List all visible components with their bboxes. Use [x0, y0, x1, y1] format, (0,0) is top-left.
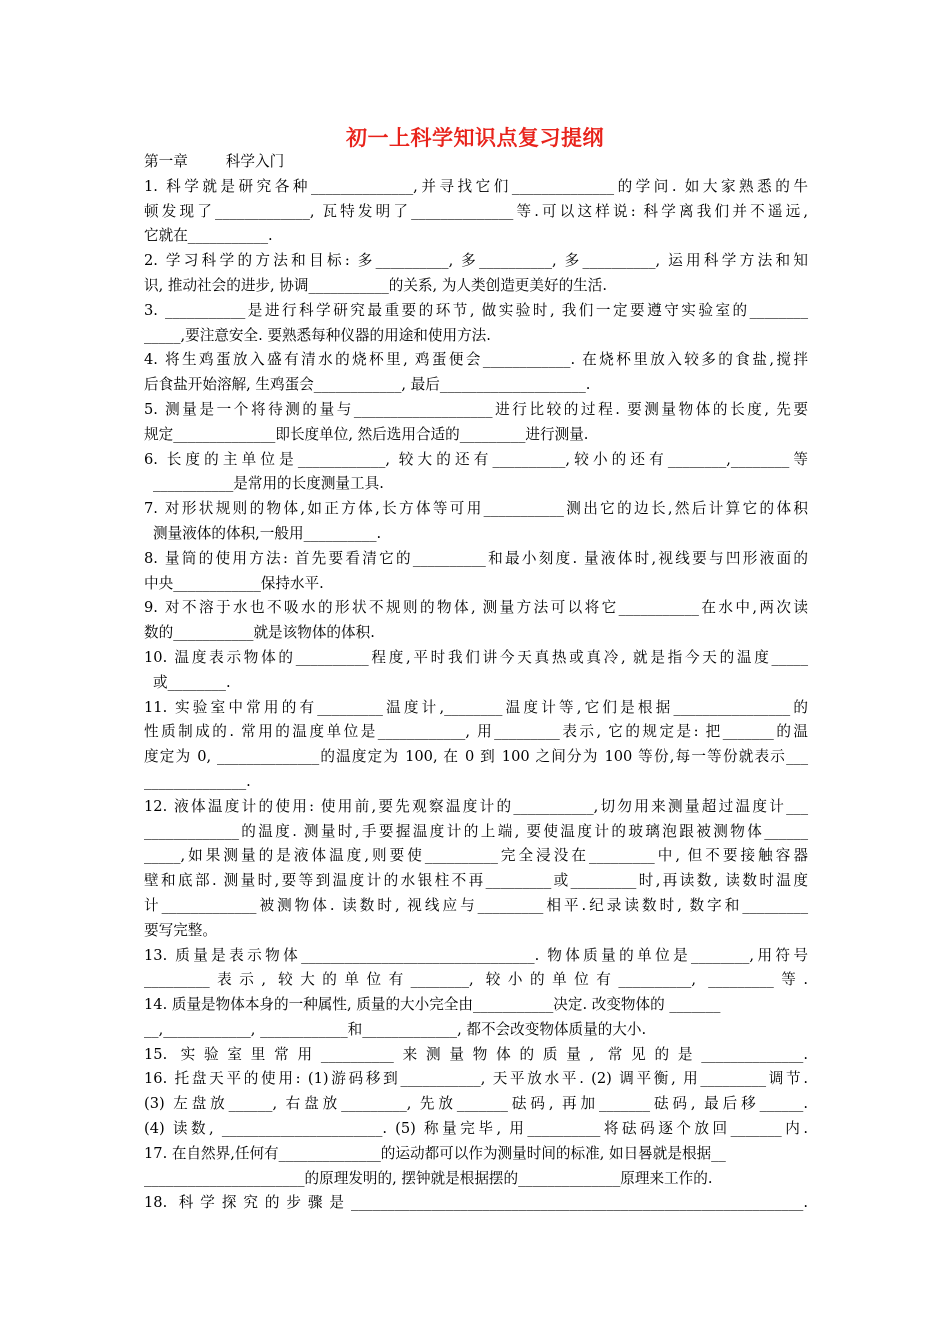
text-line: 识, 推动社会的进步, 协调___________的关系, 为人类创造更美好的生活. — [144, 276, 607, 294]
text-line: 15. 实验室里常用__________来测量物体的质量, 常见的是______________. — [144, 1045, 808, 1063]
text-line: _____________的温度. 测量时,手要握温度计的上端, 要使温度计的玻璃泡跟被测物体______ — [144, 822, 808, 840]
text-line: 1. 科学就是研究各种______________,并寻找它们______________的学问. 如大家熟悉的牛 — [144, 177, 808, 195]
text-line: (4) 读数, ______________________. (5) 称量完毕, 用__________将砝码逐个放回_______内. — [144, 1120, 808, 1138]
text-line: 11. 实验室中常用的有_________温度计,________温度计等,它们是根据________________的 — [144, 698, 808, 716]
question-lines — [144, 175, 808, 1216]
text-line: 18. 科学探究的步骤是______________________________________________________________. — [144, 1194, 808, 1212]
text-line: 3. ___________是进行科学研究最重要的环节, 做实验时, 我们一定要遵守实验室的________ — [144, 301, 808, 319]
text-line: 后食盐开始溶解, 生鸡蛋会____________, 最后____________________. — [144, 376, 591, 394]
text-line: 10. 温度表示物体的__________程度,平时我们讲今天真热或真冷, 就是指今天的温度_____ — [144, 648, 808, 666]
text-line: 或________. — [153, 673, 231, 691]
text-line: 16. 托盘天平的使用: (1)游码移到___________, 天平放水平. (2) 调平衡, 用_________调节. — [144, 1070, 808, 1088]
text-line: 度定为 0, ______________的温度定为 100, 在 0 到 100 之间分为 100 等份,每一等份就表示___ — [144, 748, 808, 766]
text-line: ______________. — [144, 772, 251, 790]
text-line: _____,如果测量的是液体温度,则要使__________完全浸没在_________中, 但不要接触容器 — [144, 847, 808, 865]
chapter-heading — [144, 150, 808, 175]
text-line: 顿发现了_____________, 瓦特发明了______________等.可以这样说: 科学离我们并不遥远, — [144, 202, 808, 220]
text-line: __,____________, ____________和_____________, 都不会改变物体质量的大小. — [144, 1020, 647, 1038]
text-line: 计_____________被测物体. 读数时, 视线应与_________相平.纪录读数时, 数字和_________ — [144, 896, 808, 914]
text-line: 2. 学习科学的方法和目标: 多__________, 多__________, 多__________, 运用科学方法和知 — [144, 252, 808, 270]
text-line: 中央____________保持水平. — [144, 574, 324, 592]
text-line: 17. 在自然界,任何有______________的运动都可以作为测量时间的标准, 如日晷就是根据__ — [144, 1144, 726, 1162]
text-line: 8. 量筒的使用方法: 首先要看清它的__________和最小刻度. 量液体时,视线要与凹形液面的 — [144, 549, 808, 567]
chapter-number: 第一章 — [144, 153, 188, 170]
text-line: 性质制成的. 常用的温度单位是____________, 用_________表示, 它的规定是: 把_______的温 — [144, 723, 808, 741]
text-line: 4. 将生鸡蛋放入盛有清水的烧杯里, 鸡蛋便会____________. 在烧杯里放入较多的食盐,搅拌 — [144, 351, 808, 369]
text-line: ______________________的原理发明的, 摆钟就是根据摆的______________原理来工作的. — [144, 1169, 713, 1187]
text-line: 要写完整。 — [144, 921, 217, 939]
text-line: 规定______________即长度单位, 然后选用合适的_________进行测量. — [144, 425, 589, 443]
text-line: 7. 对形状规则的物体,如正方体,长方体等可用___________测出它的边长,然后计算它的体积 — [144, 500, 808, 518]
text-line: 测量液体的体积,一般用__________. — [153, 524, 382, 542]
text-line: (3) 左盘放______, 右盘放_________, 先放_______砝码, 再加_______砝码, 最后移______. — [144, 1095, 808, 1113]
text-line: 5. 测量是一个将待测的量与___________________进行比较的过程. 要测量物体的长度, 先要 — [144, 400, 808, 418]
document-body — [144, 150, 808, 1216]
text-line: 14. 质量是物体本身的一种属性, 质量的大小完全由___________决定. 改变物体的 _______ — [144, 996, 721, 1014]
document-title: 初一上科学知识点复习提纲 — [346, 126, 604, 150]
text-line: 9. 对不溶于水也不吸水的形状不规则的物体, 测量方法可以将它___________在水中,两次读 — [144, 599, 808, 617]
text-line: _________表示, 较大的单位有________, 较小的单位有__________, _________等. — [144, 971, 808, 989]
chapter-name: 科学入门 — [225, 153, 285, 170]
text-line: 壁和底部. 测量时,要等到温度计的水银柱不再_________或_________时,再读数, 读数时温度 — [144, 872, 808, 890]
text-line: ___________是常用的长度测量工具. — [153, 475, 384, 493]
text-line: 12. 液体温度计的使用: 使用前,要先观察温度计的___________,切勿用来测量超过温度计___ — [144, 797, 808, 815]
text-line: 它就在___________. — [144, 227, 273, 245]
text-line: 13. 质量是表示物体________________________________. 物体质量的单位是________,用符号 — [144, 946, 808, 964]
text-line: 数的___________就是该物体的体积. — [144, 624, 375, 642]
text-line: _____,要注意安全. 要熟悉每种仪器的用途和使用方法. — [144, 326, 491, 344]
text-line: 6. 长度的主单位是____________, 较大的还有__________,较小的还有________,________等 — [144, 450, 808, 468]
